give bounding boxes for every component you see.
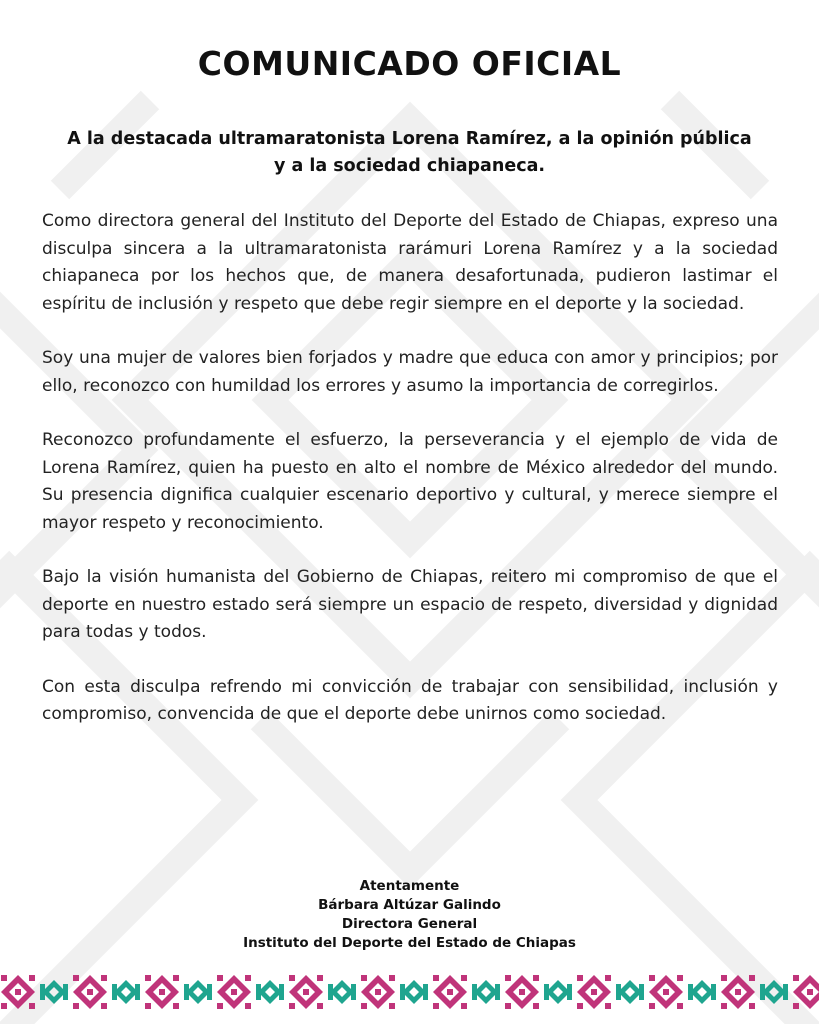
addressee-line-2: y a la sociedad chiapaneca.: [273, 156, 546, 176]
signature-position: Directora General: [341, 916, 478, 932]
paragraph-conviction: Con esta disculpa refrendo mi convicción de trabajar con sensibilidad, inclusión y compromiso, convencida de que el deporte debe unirnos como sociedad.: [42, 676, 778, 724]
paragraph-values: Soy una mujer de valores bien forjados y madre que educa con amor y principios; por ello, reconozco con humildad los errores y asumo la importancia de corregirlos.: [42, 348, 778, 396]
page-title: COMUNICADO OFICIAL: [197, 44, 622, 83]
statement-body: [42, 208, 778, 756]
signature-closing: Atentamente: [359, 878, 460, 894]
paragraph-recognition: Reconozco profundamente el esfuerzo, la perseverancia y el ejemplo de vida de Lorena Ramírez, quien ha puesto en alto el nombre de México alrededor del mundo. Su presencia dignifica cualquier escenario deportivo y cultural, y merece siempre el mayor respeto y reconocimiento.: [42, 430, 778, 533]
addressee-heading: [50, 126, 769, 180]
addressee-line-1: A la destacada ultramaratonista Lorena Ramírez, a la opinión pública: [67, 129, 752, 149]
decorative-border-pattern: [0, 968, 819, 1016]
signature-institution: Instituto del Deporte del Estado de Chiapas: [243, 935, 576, 951]
signature-name: Bárbara Altúzar Galindo: [318, 897, 501, 913]
signature-block: [0, 877, 819, 953]
paragraph-commitment: Bajo la visión humanista del Gobierno de Chiapas, reitero mi compromiso de que el deporte en nuestro estado será siempre un espacio de respeto, diversidad y dignidad para todas y todos.: [42, 567, 778, 642]
paragraph-apology: Como directora general del Instituto del Deporte del Estado de Chiapas, expreso una disculpa sincera a la ultramaratonista rarámuri Lorena Ramírez y a la sociedad chiapaneca por los hechos que, de manera desafortunada, pudieron lastimar el espíritu de inclusión y respeto que debe regir siempre en el deporte y la sociedad.: [42, 211, 778, 314]
